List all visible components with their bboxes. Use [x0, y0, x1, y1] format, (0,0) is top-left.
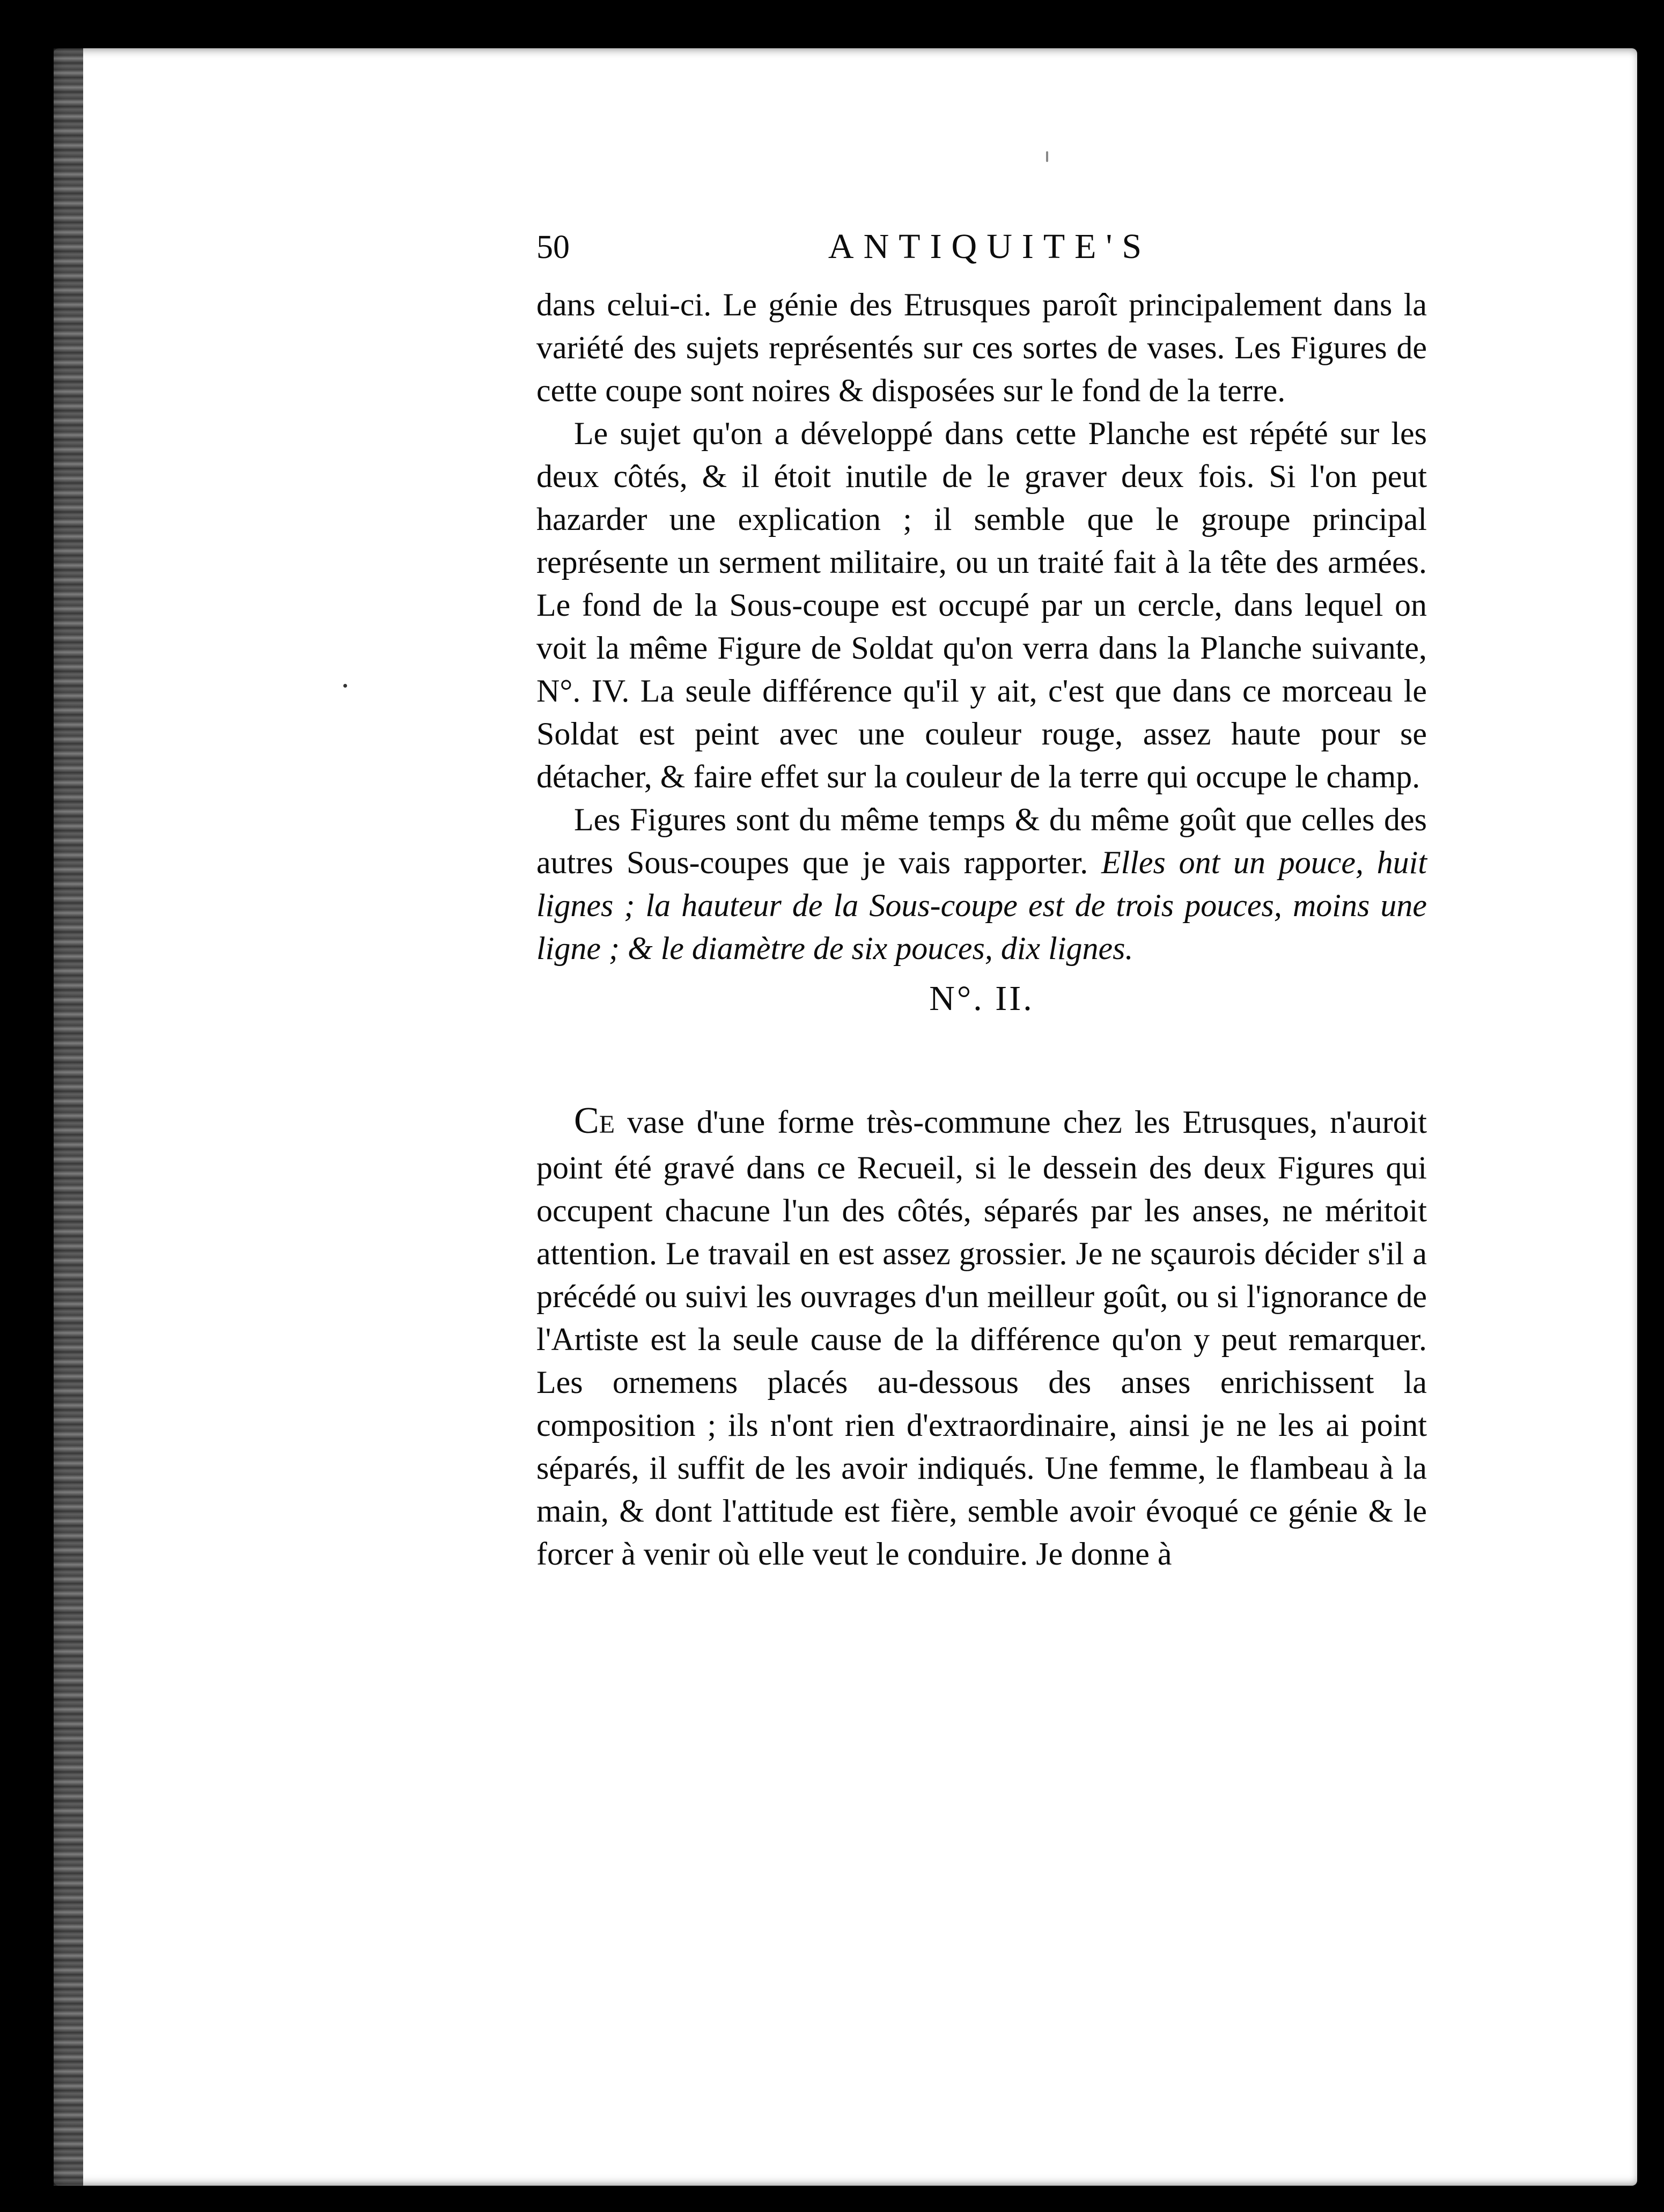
paragraph-dimensions	[536, 798, 1427, 970]
initial-letter: C	[574, 1100, 599, 1141]
section-paragraph	[536, 1100, 1427, 1575]
section-heading: N°. II.	[929, 979, 1034, 1018]
section-text: vase d'une forme très-commune chez les Etrusques, n'auroit point été gravé dans ce Recueil, si le dessein des deux Figures qui occupent chacune l'un des côtés, séparés par les anses, ne méritoit attention. Le travail en est assez grossier. Je ne sçaurois décider s'il a précédé ou suivi les ouvrages d'un meilleur goût, ou si l'ignorance de l'Artiste est la seule cause de la différence qu'on y peut remarquer. Les ornemens placés au-dessous des anses enrichissent la composition ; ils n'ont rien d'extraordinaire, ainsi je ne les ai point séparés, il suffit de les avoir indiqués. Une femme, le flambeau à la main, & dont l'attitude est fière, semble avoir évoqué ce génie & le forcer à venir où elle veut le conduire. Je donne à	[536, 1104, 1427, 1572]
page-header	[536, 225, 1427, 283]
paper-speck	[343, 684, 347, 688]
page-binding-edge	[54, 48, 83, 2186]
page-text	[536, 225, 1427, 1575]
paragraph-text: Les Figures sont du même temps & du même goût que celles des autres Sous-coupes que je vais rapporter.	[536, 802, 1427, 880]
running-head: ANTIQUITE'S	[828, 227, 1152, 266]
dimensions-italic: Elles ont un pouce, huit lignes ; la hauteur de la Sous-coupe est de trois pouces, moins une ligne ; & le diamètre de six pouces, dix lignes.	[536, 845, 1427, 966]
paper-speck	[1046, 151, 1048, 162]
page-number: 50	[536, 229, 570, 266]
small-capital: E	[599, 1110, 615, 1139]
paragraph-continued: dans celui-ci. Le génie des Etrusques paroît principalement dans la variété des sujets représentés sur ces sortes de vases. Les Figures de cette coupe sont noires & disposées sur le fond de la terre.	[536, 287, 1427, 408]
paragraph: Le sujet qu'on a développé dans cette Planche est répété sur les deux côtés, & il étoit inutile de le graver deux fois. Si l'on peut hazarder une explication ; il semble que le groupe principal représente un serment militaire, ou un traité fait à la tête des armées. Le fond de la Sous-coupe est occupé par un cercle, dans lequel on voit la même Figure de Soldat qu'on verra dans la Planche suivante, N°. IV. La seule différence qu'il y ait, c'est que dans ce morceau le Soldat est peint avec une couleur rouge, assez haute pour se détacher, & faire effet sur la couleur de la terre qui occupe le champ.	[536, 416, 1427, 794]
